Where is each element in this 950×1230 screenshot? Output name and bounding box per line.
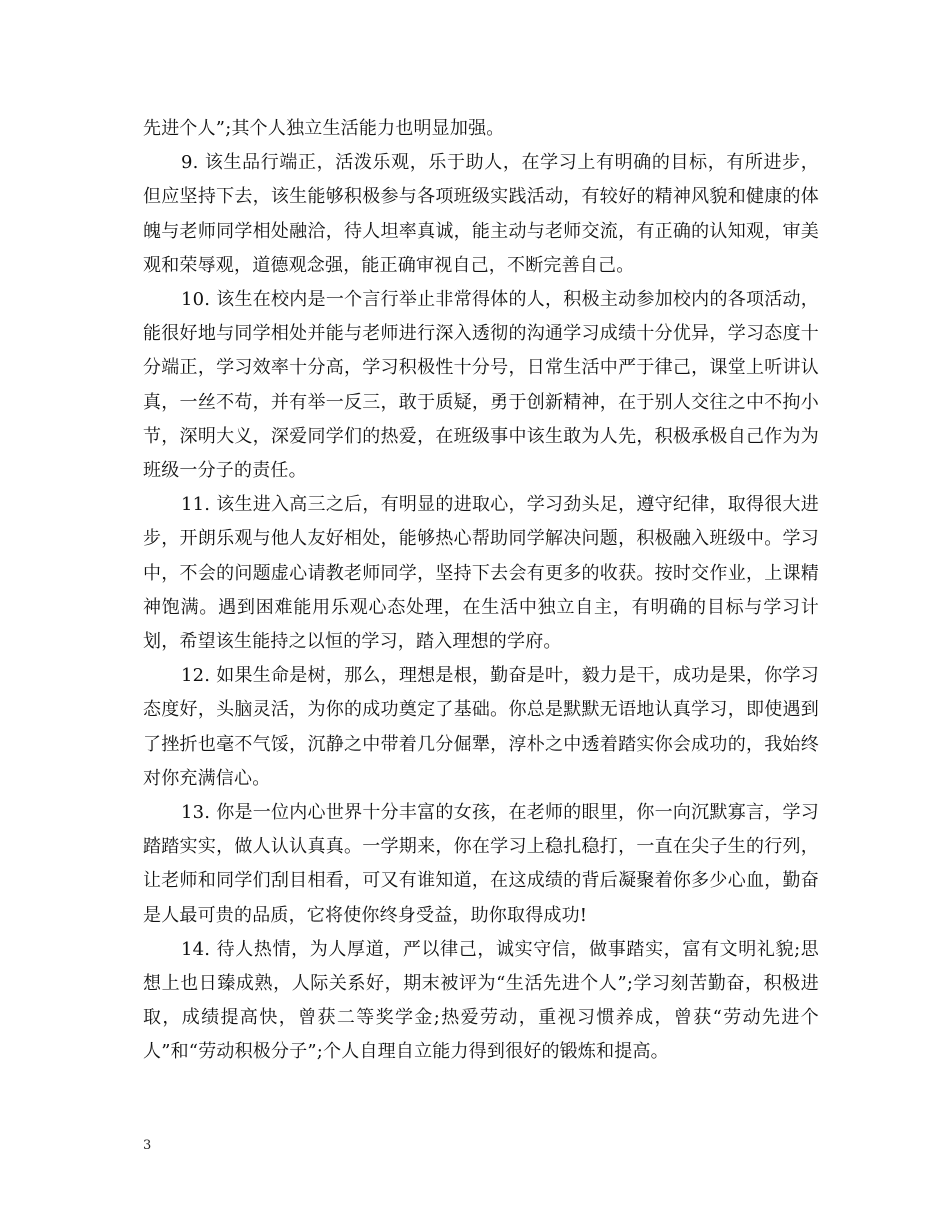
paragraph-item-9: 9. 该生品行端正，活泼乐观，乐于助人，在学习上有明确的目标，有所进步，但应坚持下去，该生能够积极参与各项班级实践活动，有较好的精神风貌和健康的体魄与老师同学相处融洽，待人坦率真诚，能主动与老师交流，有正确的认知观，审美观和荣辱观，道德观念强，能正确审视自己，不断完善自己。 (143, 152, 819, 276)
paragraph-item-12: 12. 如果生命是树，那么，理想是根，勤奋是叶，毅力是干，成功是果，你学习态度好，头脑灵活，为你的成功奠定了基础。你总是默默无语地认真学习，即使遇到了挫折也毫不气馁，沉静之中带着几分倔犟，淳朴之中透着踏实你会成功的，我始终对你充满信心。 (143, 665, 819, 789)
paragraph-item-14: 14. 待人热情，为人厚道，严以律己，诚实守信，做事踏实，富有文明礼貌;思想上也日臻成熟，人际关系好，期末被评为“生活先进个人”;学习刻苦勤奋，积极进取，成绩提高快，曾获二等奖学金;热爱劳动，重视习惯养成，曾获“劳动先进个人”和“劳动积极分子”;个人自理自立能力得到很好的锻炼和提高。 (143, 938, 819, 1063)
paragraph-continuation: 先进个人”;其个人独立生活能力也明显加强。 (143, 118, 505, 139)
paragraph-item-13: 13. 你是一位内心世界十分丰富的女孩，在老师的眼里，你一向沉默寡言，学习踏踏实实，做人认认真真。一学期来，你在学习上稳扎稳打，一直在尖子生的行列，让老师和同学们刮目相看，可又有谁知道，在这成绩的背后凝聚着你多少心血，勤奋是人最可贵的品质，它将使你终身受益，助你取得成功! (143, 802, 819, 926)
page-number: 3 (143, 1138, 152, 1153)
paragraph-item-11: 11. 该生进入高三之后，有明显的进取心，学习劲头足，遵守纪律，取得很大进步，开朗乐观与他人友好相处，能够热心帮助同学解决问题，积极融入班级中。学习中，不会的问题虚心请教老师同学，坚持下去会有更多的收获。按时交作业，上课精神饱满。遇到困难能用乐观心态处理，在生活中独立自主，有明确的目标与学习计划，希望该生能持之以恒的学习，踏入理想的学府。 (143, 494, 819, 653)
document-body (143, 112, 819, 1070)
paragraph-item-10: 10. 该生在校内是一个言行举止非常得体的人，积极主动参加校内的各项活动，能很好地与同学相处并能与老师进行深入透彻的沟通学习成绩十分优异，学习态度十分端正，学习效率十分高，学习积极性十分号，日常生活中严于律己，课堂上听讲认真，一丝不苟，并有举一反三，敢于质疑，勇于创新精神，在于别人交往之中不拘小节，深明大义，深爱同学们的热爱，在班级事中该生敢为人先，积极承极自己作为为班级一分子的责任。 (143, 289, 819, 482)
